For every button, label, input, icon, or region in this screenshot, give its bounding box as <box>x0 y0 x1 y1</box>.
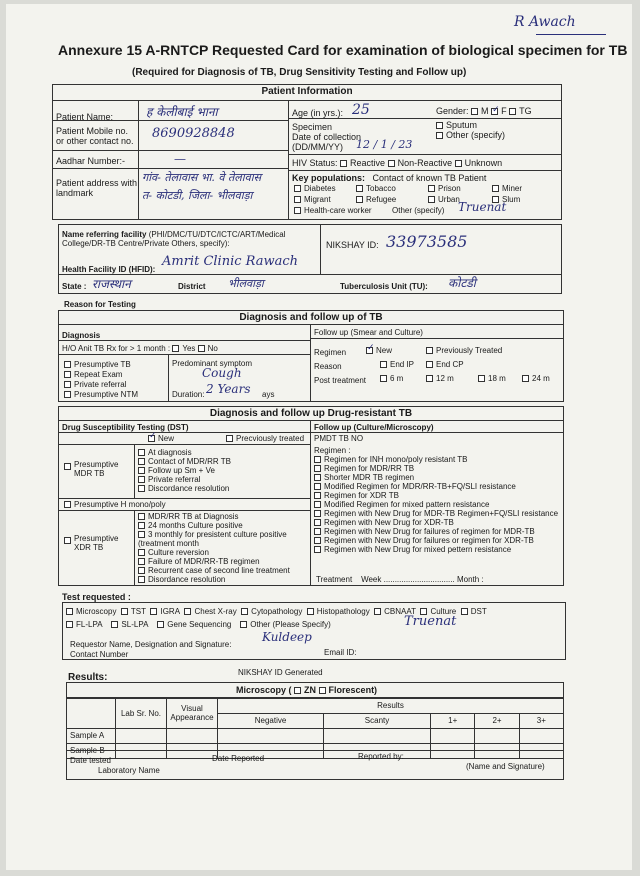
test-cbnaat-checkbox[interactable] <box>374 608 381 615</box>
drtb-regimen-label: Regimen : <box>314 446 351 455</box>
specimen-sputum <box>436 120 477 130</box>
h-mono-label: Presumptive H mono/poly <box>74 500 166 509</box>
regimen-opt-4 <box>314 482 564 491</box>
regimen-prev <box>426 346 502 355</box>
regimen-opt-3-label: Shorter MDR TB regimen <box>324 473 415 482</box>
mdr-opt-3 <box>138 466 215 475</box>
gender-m-label: M <box>481 106 489 116</box>
xdr-opt-5-checkbox[interactable] <box>138 558 145 565</box>
regimen-opt-10-label: Regimen with New Drug for failures or regimen for XDR-TB <box>324 536 534 545</box>
dx-presumptive-ntm-checkbox[interactable] <box>64 391 71 398</box>
xdr-field <box>64 534 132 552</box>
cell[interactable] <box>475 728 519 743</box>
cell[interactable] <box>218 728 324 743</box>
cell[interactable] <box>167 728 218 743</box>
kp-tobacco-checkbox[interactable] <box>356 185 363 192</box>
xdr-opt-5 <box>138 557 260 566</box>
kp-diabetes-checkbox[interactable] <box>294 185 301 192</box>
dx-repeat-exam-checkbox[interactable] <box>64 371 71 378</box>
xdr-opt-1 <box>138 512 239 521</box>
xdr-opt-3-checkbox[interactable] <box>138 531 145 538</box>
test-microscopy-label: Microscopy <box>76 607 117 616</box>
form-subtitle: (Required for Diagnosis of TB, Drug Sensitivity Testing and Follow up) <box>132 67 467 78</box>
patient-name-value[interactable]: ह केलीबाई भाना <box>146 105 218 119</box>
gender-tg-label: TG <box>519 106 532 116</box>
kp-prison <box>428 184 461 193</box>
test-other-value[interactable]: Truenat <box>404 614 457 629</box>
regimen-opt-11-label: Regimen with New Drug for mixed pettern resistance <box>324 545 512 554</box>
symptom-label: Predominant symptom <box>172 359 253 368</box>
name-signature-label: (Name and Signature) <box>466 762 545 771</box>
kp-migrant-checkbox[interactable] <box>294 196 301 203</box>
regimen-opt-6-checkbox[interactable] <box>314 501 321 508</box>
test-requested-label: Test requested : <box>62 592 131 602</box>
diagnosis-tb-header: Diagnosis and follow up of TB <box>239 312 383 323</box>
gender-tg-checkbox[interactable] <box>509 108 516 115</box>
kp-hcw <box>294 206 372 215</box>
age-label: Age (in yrs.): <box>292 108 344 118</box>
email-label: Email ID: <box>324 648 357 657</box>
aadhar-label: Aadhar Number:- <box>56 156 126 166</box>
test-igra-label: IGRA <box>160 607 181 616</box>
hiv-status-field <box>292 158 502 168</box>
test-fl-lpa-checkbox[interactable] <box>66 621 73 628</box>
week-label: Week <box>361 575 382 584</box>
regimen-new-checkbox[interactable] <box>366 347 373 354</box>
post-treatment-label: Post treatment <box>314 376 367 385</box>
hiv-reactive-label: Reactive <box>350 158 386 168</box>
kp-refugee-checkbox[interactable] <box>356 196 363 203</box>
regimen-prev-checkbox[interactable] <box>426 347 433 354</box>
aadhar-value[interactable]: — <box>174 152 186 166</box>
specimen-other <box>436 130 505 140</box>
address-line-2[interactable]: त- कोटडी, जिला- भीलवाड़ा <box>142 189 253 202</box>
mdr-opt-2 <box>138 457 231 466</box>
mdr-opt-4-checkbox[interactable] <box>138 476 145 483</box>
test-dst-label: DST <box>470 607 487 616</box>
mdr-opt-3-checkbox[interactable] <box>138 467 145 474</box>
regimen-opt-1 <box>314 455 564 464</box>
mdr-opt-5-checkbox[interactable] <box>138 485 145 492</box>
district-value[interactable]: भीलवाड़ा <box>228 277 264 290</box>
zn-checkbox[interactable] <box>294 687 301 694</box>
mdr-tb-field <box>64 460 132 478</box>
kp-hcw-label: Health-care worker <box>304 206 372 215</box>
date-tested-label: Date tested <box>70 756 111 765</box>
mdr-opt-4 <box>138 475 200 484</box>
followup-smear-label: Follow up (Smear and Culture) <box>314 328 423 337</box>
regimen-opt-11 <box>314 545 564 554</box>
end-ip-checkbox[interactable] <box>380 361 387 368</box>
mdr-opt-3-label: Follow up Sm + Ve <box>148 466 215 475</box>
xdr-opt-5-label: Failure of MDR/RR-TB regimen <box>148 557 260 566</box>
hiv-label: HIV Status: <box>292 158 338 168</box>
dst-new-checkbox[interactable] <box>148 435 155 442</box>
sputum-checkbox[interactable] <box>436 122 443 129</box>
gender-m-checkbox[interactable] <box>471 108 478 115</box>
dx-presumptive-tb-label: Presumptive TB <box>74 360 131 369</box>
col-lab-sr: Lab Sr. No. <box>116 699 167 729</box>
test-dst-checkbox[interactable] <box>461 608 468 615</box>
symptom-value[interactable]: Cough <box>202 366 242 380</box>
xdr-opt-2 <box>138 521 243 530</box>
facility-label: Name referring facility <box>62 230 147 239</box>
regimen-opt-8 <box>314 518 564 527</box>
regimen-opt-2-checkbox[interactable] <box>314 465 321 472</box>
mdr-opt-4-label: Private referral <box>148 475 201 484</box>
dx-repeat-exam <box>64 370 122 379</box>
kp-tobacco <box>356 184 396 193</box>
form-sheet <box>6 4 632 870</box>
kp-hcw-checkbox[interactable] <box>294 207 301 214</box>
xdr-opt-4-label: Culture reversion <box>148 548 209 557</box>
reason-label: Reason <box>314 362 342 371</box>
dx-repeat-exam-label: Repeat Exam <box>74 370 123 379</box>
test-cbnaat-label: CBNAAT <box>384 607 417 616</box>
fu-culture-label: Follow up (Culture/Microscopy) <box>314 423 434 432</box>
treatment-label: Treatment <box>316 575 353 584</box>
hiv-unknown-checkbox[interactable] <box>455 160 462 167</box>
post-24m <box>522 374 550 383</box>
nikshay-generated-label: NIKSHAY ID Generated <box>238 668 323 677</box>
pmdt-label: PMDT TB NO <box>314 434 364 443</box>
treatment-week-month: Treatment Week ................................ Month : <box>316 575 484 584</box>
florescent-label: Florescent) <box>328 685 378 695</box>
key-populations-heading <box>292 173 486 183</box>
end-cp <box>426 360 464 369</box>
post-12m-label: 12 m <box>436 374 454 383</box>
patient-info-header: Patient Information <box>261 86 353 97</box>
xdr-opt-1-checkbox[interactable] <box>138 513 145 520</box>
state-value[interactable]: राजस्थान <box>92 277 131 291</box>
key-pop-note: Contact of known TB Patient <box>372 173 487 183</box>
xdr-opt-6-label: Recurrent case of second line treatment <box>148 566 290 575</box>
dst-new <box>148 434 174 443</box>
xdr-checkbox[interactable] <box>64 537 71 544</box>
xdr-opt-7-checkbox[interactable] <box>138 576 145 583</box>
xdr-opt-6 <box>138 566 290 575</box>
kp-diabetes <box>294 184 336 193</box>
h-mono-field <box>64 500 166 509</box>
diagnosis-label: Diagnosis <box>62 331 101 340</box>
post-18m-checkbox[interactable] <box>478 375 485 382</box>
kp-miner <box>492 184 522 193</box>
tu-value[interactable]: कोटडी <box>448 276 476 290</box>
age-value[interactable]: 25 <box>352 102 370 118</box>
drtb-header: Diagnosis and follow up Drug-resistant TB <box>209 408 413 419</box>
regimen-new-label: New <box>376 346 393 355</box>
regimen-opt-9-label: Regimen with New Drug for failures of regimen for MDR-TB <box>324 527 535 536</box>
contact-number-label: Contact Number <box>70 650 129 659</box>
month-label: Month : <box>456 575 484 584</box>
xdr-opt-3-label: 3 monthly for presistent culture positive (treatment month <box>138 530 287 548</box>
gender-field <box>436 106 532 116</box>
kp-slum-label: Slum <box>502 195 521 204</box>
dx-presumptive-ntm <box>64 390 138 399</box>
xdr-opt-2-checkbox[interactable] <box>138 522 145 529</box>
post-24m-label: 24 m <box>532 374 550 383</box>
reported-by-label: Reported by: <box>358 752 404 761</box>
col-negative: Negative <box>218 713 324 728</box>
post-6m-label: 6 m <box>390 374 404 383</box>
regimen-opt-6-label: Modified Regimen for mixed pattern resistance <box>324 500 490 509</box>
post-18m-label: 18 m <box>488 374 506 383</box>
duration-label: Duration: <box>172 390 205 399</box>
ho-anti-tb-field <box>62 344 218 353</box>
test-histo-checkbox[interactable] <box>307 608 314 615</box>
dst-prev-checkbox[interactable] <box>226 435 233 442</box>
test-xray-checkbox[interactable] <box>184 608 191 615</box>
regimen-opt-5-checkbox[interactable] <box>314 492 321 499</box>
post-6m-checkbox[interactable] <box>380 375 387 382</box>
test-tst-label: TST <box>130 607 147 616</box>
hfid-value[interactable]: Amrit Clinic Rawach <box>162 254 299 269</box>
duration-suffix: ays <box>262 390 275 399</box>
results-table-header-1 <box>67 699 564 714</box>
test-fl-lpa-label: FL-LPA <box>76 620 103 629</box>
drtb-regimen-list <box>314 455 564 554</box>
mobile-label: Patient Mobile no. or other contact no. <box>56 126 134 146</box>
gender-f-checkbox[interactable] <box>491 108 498 115</box>
microscopy-title-pre: Microscopy ( <box>236 685 292 695</box>
test-cyto-label: Cytopathology <box>251 607 303 616</box>
end-ip <box>380 360 414 369</box>
hiv-nonreactive-checkbox[interactable] <box>388 160 395 167</box>
xdr-opt-3 <box>138 530 308 548</box>
facility-types: (PHI/DMC/TU/DTC/ICTC/ART/Medical College/DR-TB Centre/Private Others, specify): <box>62 230 286 248</box>
kp-urban-checkbox[interactable] <box>428 196 435 203</box>
test-other-checkbox[interactable] <box>240 621 247 628</box>
test-sl-lpa-checkbox[interactable] <box>111 621 118 628</box>
dst-prev-label: Precviously treated <box>236 434 305 443</box>
regimen-opt-5-label: Regimen for XDR TB <box>324 491 399 500</box>
regimen-opt-11-checkbox[interactable] <box>314 546 321 553</box>
xdr-opt-7 <box>138 575 225 584</box>
ho-no-label: No <box>207 344 218 353</box>
sputum-label: Sputum <box>446 120 478 130</box>
mdr-tb-label: Presumptive MDR TB <box>74 460 119 478</box>
other-specimen-checkbox[interactable] <box>436 132 443 139</box>
test-culture-label: Culture <box>430 607 457 616</box>
post-18m <box>478 374 506 383</box>
reason-for-testing: Reason for Testing <box>64 300 136 309</box>
regimen-opt-10-checkbox[interactable] <box>314 537 321 544</box>
dx-presumptive-ntm-label: Presumptive NTM <box>74 390 139 399</box>
microscopy-title <box>236 685 377 695</box>
collection-date-label: Date of collection (DD/MM/YY) <box>292 132 362 152</box>
regimen-opt-1-checkbox[interactable] <box>314 456 321 463</box>
regimen-new <box>366 346 392 355</box>
test-microscopy-checkbox[interactable] <box>66 608 73 615</box>
test-igra-checkbox[interactable] <box>150 608 157 615</box>
ho-yes-label: Yes <box>182 344 196 353</box>
state-label: State : <box>62 282 87 291</box>
tu-label: Tuberculosis Unit (TU): <box>340 282 428 291</box>
dx-private-referral-label: Private referral <box>74 380 127 389</box>
kp-tobacco-label: Tobacco <box>366 184 396 193</box>
mdr-opt-2-label: Contact of MDR/RR TB <box>148 457 231 466</box>
xdr-opt-7-label: Disordance resolution <box>148 575 226 584</box>
xdr-opt-4-checkbox[interactable] <box>138 549 145 556</box>
regimen-prev-label: Previously Treated <box>436 346 503 355</box>
col-2plus: 2+ <box>475 713 519 728</box>
row-sample-b: Sample B <box>67 743 116 758</box>
cell[interactable] <box>324 728 431 743</box>
mdr-opt-5 <box>138 484 229 493</box>
cell[interactable] <box>116 728 167 743</box>
nikshay-id-value[interactable]: 33973585 <box>386 232 468 251</box>
regimen-opt-7-label: Regimen with New Drug for MDR-TB Regimen+FQ/SLI resistance <box>324 509 559 518</box>
post-12m-checkbox[interactable] <box>426 375 433 382</box>
regimen-opt-2 <box>314 464 564 473</box>
xdr-opt-4 <box>138 548 209 557</box>
tests-row-2 <box>66 620 331 629</box>
address-label: Patient address with landmark <box>56 178 138 198</box>
requestor-signature[interactable]: Kuldeep <box>262 630 312 644</box>
regimen-opt-5 <box>314 491 564 500</box>
kp-prison-label: Prison <box>438 184 461 193</box>
district-label: District <box>178 282 206 291</box>
results-subheader: Results <box>218 699 564 714</box>
kp-prison-checkbox[interactable] <box>428 185 435 192</box>
post-24m-checkbox[interactable] <box>522 375 529 382</box>
test-sl-lpa-label: SL-LPA <box>121 620 149 629</box>
dst-prev <box>226 434 304 443</box>
patient-name-label: Patient Name: <box>56 112 114 122</box>
end-ip-label: End IP <box>390 360 415 369</box>
test-cyto-checkbox[interactable] <box>241 608 248 615</box>
xdr-opt-1-label: MDR/RR TB at Diagnosis <box>148 512 239 521</box>
dst-label: Drug Susceptibility Testing (DST) <box>62 423 189 432</box>
cell[interactable] <box>431 728 475 743</box>
mdr-opt-1-label: At diagnosis <box>148 448 192 457</box>
ho-no-checkbox[interactable] <box>198 345 205 352</box>
zn-label: ZN <box>304 685 317 695</box>
kp-migrant-label: Migrant <box>304 195 331 204</box>
mdr-opt-2-checkbox[interactable] <box>138 458 145 465</box>
hiv-unknown-label: Unknown <box>464 158 503 168</box>
hfid-label: Health Facility ID (HFID): <box>62 265 156 274</box>
requestor-label: Requestor Name, Designation and Signature: <box>70 640 232 649</box>
ho-yes-checkbox[interactable] <box>172 345 179 352</box>
collection-date-value[interactable]: 12 / 1 / 23 <box>356 138 413 151</box>
kp-other-value[interactable]: Truenat <box>458 200 507 214</box>
regimen-opt-9 <box>314 527 564 536</box>
kp-refugee-label: Refugee <box>366 195 397 204</box>
kp-other-label: Other (specify) <box>392 206 445 215</box>
form-title: Annexure 15 A-RNTCP Requested Card for examination of biological specimen for TB <box>58 42 628 58</box>
test-other-label: Other (Please Specify) <box>250 620 331 629</box>
xdr-opt-6-checkbox[interactable] <box>138 567 145 574</box>
regimen-opt-7 <box>314 509 564 518</box>
col-scanty: Scanty <box>324 713 431 728</box>
regimen-opt-9-checkbox[interactable] <box>314 528 321 535</box>
hiv-reactive-checkbox[interactable] <box>340 160 347 167</box>
test-histo-label: Histopathology <box>316 607 370 616</box>
regimen-opt-3 <box>314 473 564 482</box>
duration-value[interactable]: 2 Years <box>206 382 251 396</box>
col-3plus: 3+ <box>519 713 563 728</box>
col-1plus: 1+ <box>431 713 475 728</box>
kp-miner-label: Miner <box>502 184 523 193</box>
ho-label: H/O Anit TB Rx for > 1 month : <box>62 344 171 353</box>
regimen-opt-6 <box>314 500 564 509</box>
mobile-value[interactable]: 8690928848 <box>152 126 235 141</box>
hiv-nonreactive-label: Non-Reactive <box>397 158 453 168</box>
xdr-opt-2-label: 24 months Culture positive <box>148 521 243 530</box>
kp-migrant <box>294 195 331 204</box>
specimen-label: Specimen <box>292 122 333 132</box>
dst-new-label: New <box>158 434 175 443</box>
dx-private-referral <box>64 380 126 389</box>
gender-f-label: F <box>501 106 507 116</box>
dx-private-referral-checkbox[interactable] <box>64 381 71 388</box>
regimen-opt-8-label: Regimen with New Drug for XDR-TB <box>324 518 454 527</box>
mdr-opt-1 <box>138 448 192 457</box>
post-12m <box>426 374 454 383</box>
regimen-opt-7-checkbox[interactable] <box>314 510 321 517</box>
post-6m <box>380 374 403 383</box>
regimen-opt-4-checkbox[interactable] <box>314 483 321 490</box>
gender-label: Gender: <box>436 106 469 116</box>
nikshay-id-label: NIKSHAY ID: <box>326 240 379 250</box>
test-gene-label: Gene Sequencing <box>167 620 232 629</box>
regimen-opt-2-label: Regimen for MDR/RR TB <box>324 464 415 473</box>
dx-presumptive-tb <box>64 360 131 369</box>
regimen-opt-4-label: Modified Regimen for MDR/RR-TB+FQ/SLI resistance <box>324 482 516 491</box>
regimen-label: Regimen <box>314 348 347 357</box>
test-tst-checkbox[interactable] <box>121 608 128 615</box>
regimen-opt-1-label: Regimen for INH mono/poly resistant TB <box>324 455 468 464</box>
lab-name-label: Laboratory Name <box>98 766 160 775</box>
end-cp-checkbox[interactable] <box>426 361 433 368</box>
test-gene-checkbox[interactable] <box>157 621 164 628</box>
regimen-opt-8-checkbox[interactable] <box>314 519 321 526</box>
xdr-label: Presumptive XDR TB <box>74 534 119 552</box>
key-pop-label: Key populations: <box>292 173 366 183</box>
regimen-opt-3-checkbox[interactable] <box>314 474 321 481</box>
dx-presumptive-tb-checkbox[interactable] <box>64 361 71 368</box>
other-specimen-label: Other (specify) <box>446 130 506 140</box>
results-label: Results: <box>68 672 108 683</box>
florescent-checkbox[interactable] <box>319 687 326 694</box>
table-row <box>67 728 564 743</box>
mdr-tb-checkbox[interactable] <box>64 463 71 470</box>
kp-urban-label: Urban <box>438 195 460 204</box>
kp-miner-checkbox[interactable] <box>492 185 499 192</box>
cell[interactable] <box>519 728 563 743</box>
row-sample-a: Sample A <box>67 728 116 743</box>
date-reported-label: Date Reported <box>212 754 265 763</box>
corner-underline <box>536 34 606 35</box>
test-xray-label: Chest X-ray <box>194 607 237 616</box>
col-visual: Visual Appearance <box>167 699 218 729</box>
facility-type-text <box>62 230 318 248</box>
mdr-opt-1-checkbox[interactable] <box>138 449 145 456</box>
kp-urban <box>428 195 460 204</box>
mdr-opt-5-label: Discordance resolution <box>148 484 230 493</box>
end-cp-label: End CP <box>436 360 464 369</box>
kp-diabetes-label: Diabetes <box>304 184 336 193</box>
kp-refugee <box>356 195 396 204</box>
h-mono-checkbox[interactable] <box>64 501 71 508</box>
regimen-opt-10 <box>314 536 564 545</box>
corner-handwritten-name: R Awach <box>514 14 576 30</box>
address-line-1[interactable]: गांव- तेलावास भा. वे तेलावास <box>142 171 262 184</box>
